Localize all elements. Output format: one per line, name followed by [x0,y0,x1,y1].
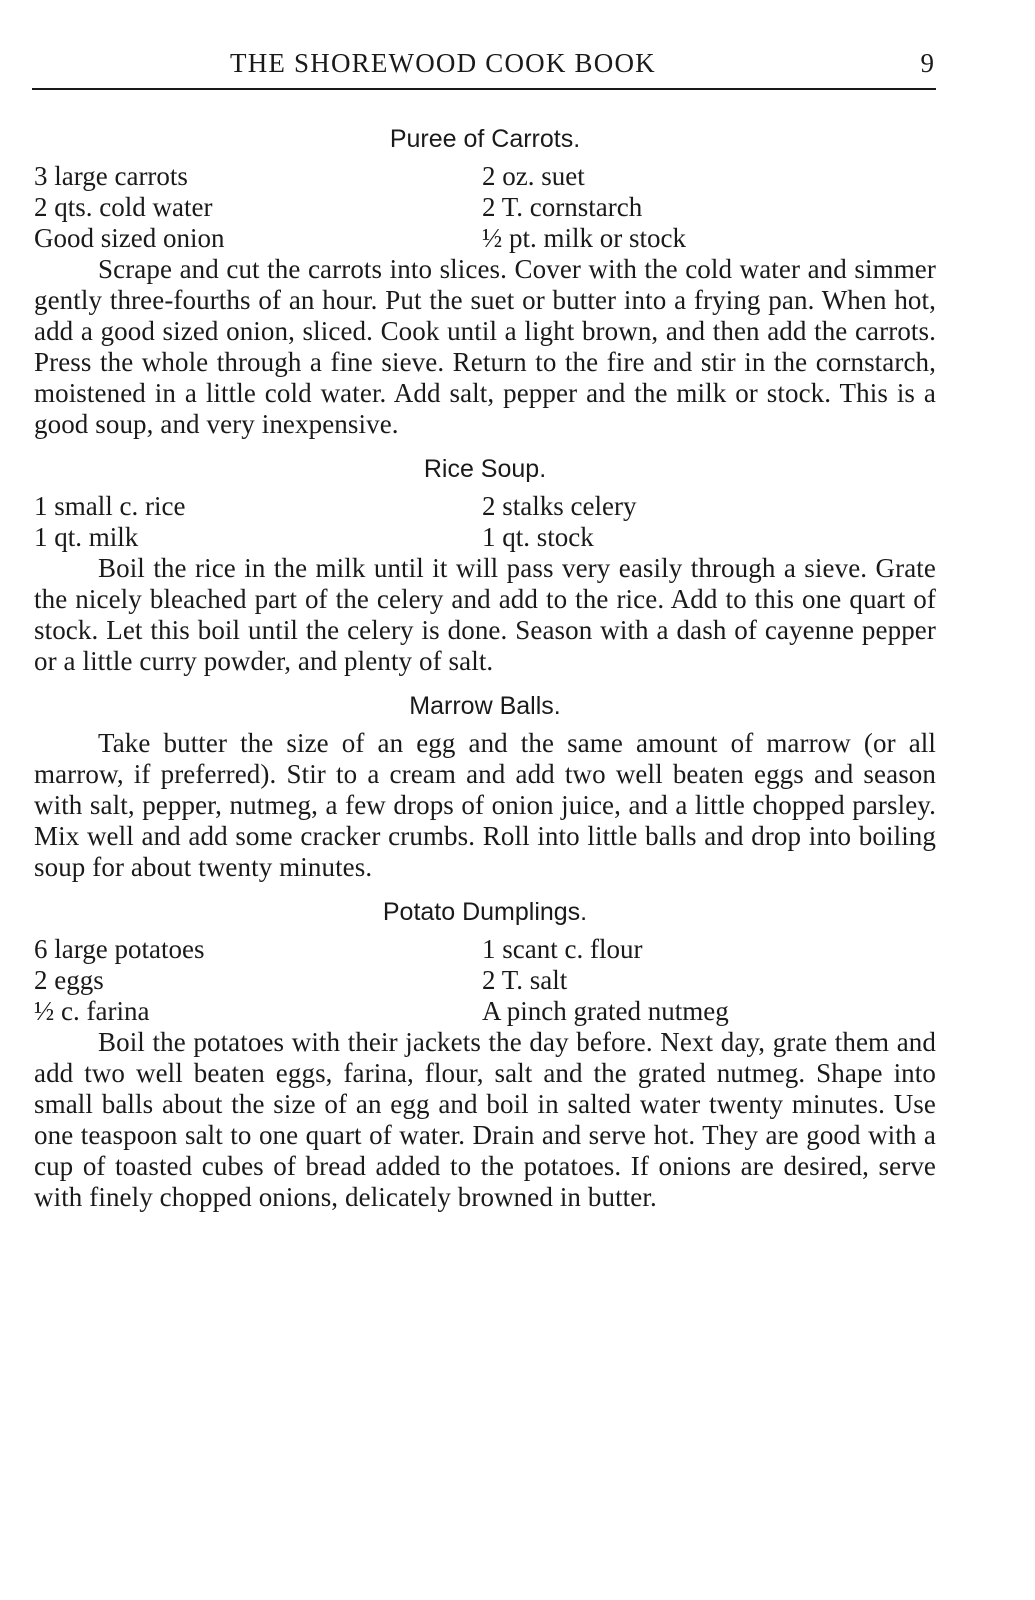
ingredient-row [34,223,936,254]
ingredient: 3 large carrots [34,161,188,191]
page-header [32,44,936,90]
recipe-title: Puree of Carrots. [389,125,581,153]
ingredient-row [34,522,936,553]
ingredient: 1 qt. stock [482,522,594,552]
ingredient: 6 large potatoes [34,934,205,964]
ingredient: ½ c. farina [34,996,150,1026]
ingredient-row [34,161,936,192]
ingredient: Good sized onion [34,223,225,253]
ingredient-list [34,934,936,1027]
ingredient: 2 T. cornstarch [482,192,643,222]
recipe-instructions: Boil the rice in the milk until it will pass very easily through a sieve. Grate the nicely bleached part of the celery and add to the rice. Add to this one quart of stock. Let this boil until the celery is done. Season with a dash of cayenne pepper or a little curry powder, and plenty of salt. [34,553,936,676]
page-content [34,124,936,1227]
ingredient-row [34,192,936,223]
ingredient-row [34,965,936,996]
recipe-title: Marrow Balls. [409,692,561,720]
recipe-title: Potato Dumplings. [382,898,588,926]
recipe-puree-of-carrots [34,124,936,440]
ingredient-list [34,161,936,254]
recipe-instructions: Boil the potatoes with their jackets the day before. Next day, grate them and add two well beaten eggs, farina, flour, salt and the grated nutmeg. Shape into small balls about the size of an egg and boil in salted water twenty minutes. Use one teaspoon salt to one quart of water. Drain and serve hot. They are good with a cup of toasted cubes of bread added to the potatoes. If onions are desired, serve with finely chopped onions, delicately browned in butter. [34,1027,936,1212]
recipe-marrow-balls [34,691,936,883]
ingredient: A pinch grated nutmeg [482,996,729,1026]
ingredient: 2 stalks celery [482,491,637,521]
ingredient: ½ pt. milk or stock [482,223,686,253]
ingredient-row [34,934,936,965]
ingredient: 1 scant c. flour [482,934,643,964]
ingredient: 2 qts. cold water [34,192,213,222]
ingredient: 1 small c. rice [34,491,186,521]
page-number: 9 [920,48,934,78]
running-title: THE SHOREWOOD COOK BOOK [230,48,656,78]
ingredient-row [34,996,936,1027]
ingredient-row [34,491,936,522]
recipe-potato-dumplings [34,897,936,1213]
ingredient: 2 T. salt [482,965,568,995]
recipe-title: Rice Soup. [423,455,547,483]
ingredient-list [34,491,936,553]
recipe-rice-soup [34,454,936,677]
ingredient: 1 qt. milk [34,522,139,552]
recipe-instructions: Scrape and cut the carrots into slices. Cover with the cold water and simmer gently three-fourths of an hour. Put the suet or butter into a frying pan. When hot, add a good sized onion, sliced. Cook until a light brown, and then add the carrots. Press the whole through a fine sieve. Return to the fire and stir in the cornstarch, moistened in a little cold water. Add salt, pepper and the milk or stock. This is a good soup, and very inexpensive. [34,254,936,439]
ingredient: 2 oz. suet [482,161,585,191]
recipe-instructions: Take butter the size of an egg and the same amount of marrow (or all marrow, if preferred). Stir to a cream and add two well beaten eggs and season with salt, pepper, nutmeg, a few drops of onion juice, and a little chopped parsley. Mix well and add some cracker crumbs. Roll into little balls and drop into boiling soup for about twenty minutes. [34,728,936,882]
ingredient: 2 eggs [34,965,104,995]
